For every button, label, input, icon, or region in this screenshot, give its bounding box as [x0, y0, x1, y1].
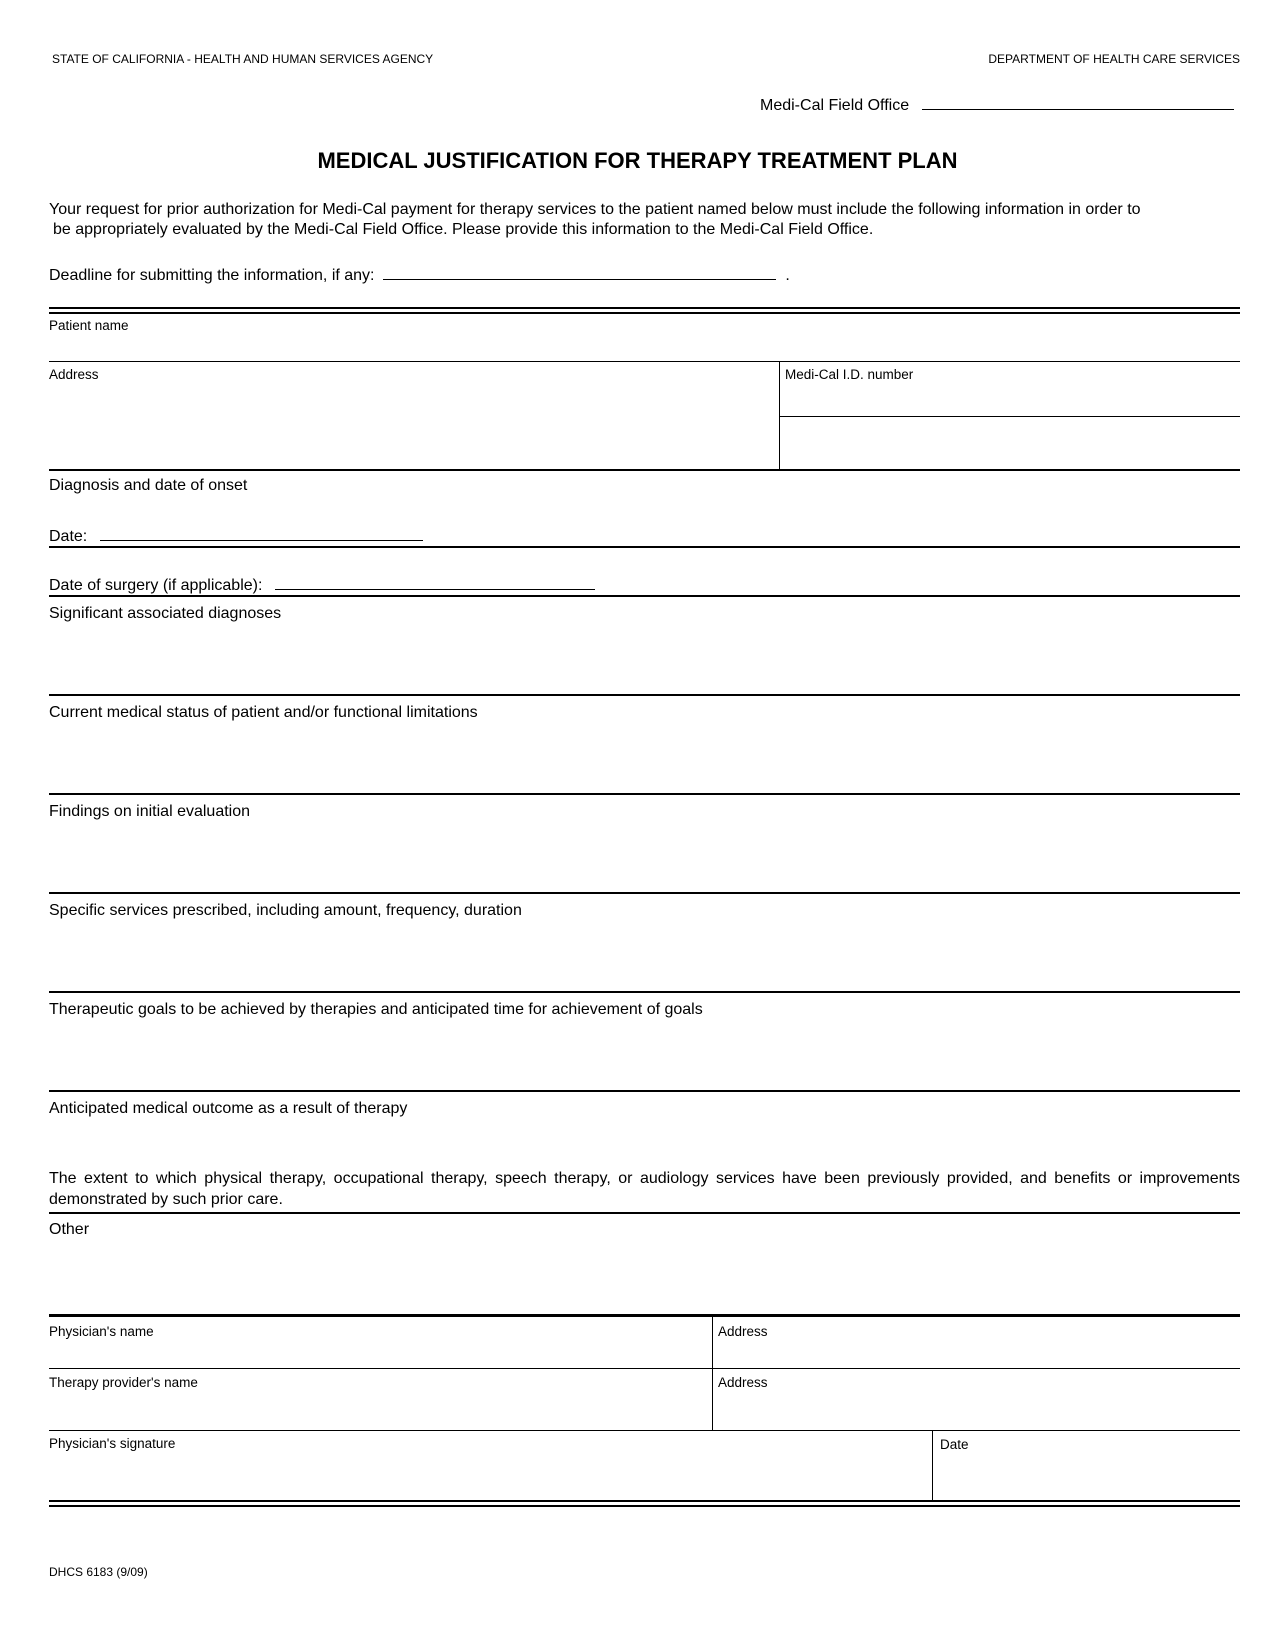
surgery-date-row [49, 575, 595, 595]
divider [49, 1090, 1240, 1092]
form-title: MEDICAL JUSTIFICATION FOR THERAPY TREATMENT PLAN [317, 148, 958, 173]
deadline-row [49, 265, 790, 285]
section-divider-double [49, 1500, 1240, 1507]
address-label: Address [49, 367, 99, 382]
deadline-period: . [785, 267, 790, 284]
medical-id-label: Medi-Cal I.D. number [785, 367, 914, 382]
date-label: Date: [49, 528, 88, 545]
divider [49, 1430, 1240, 1431]
medical-id-field[interactable] [782, 382, 1237, 412]
prior-care-line-1: The extent to which physical therapy, occupational therapy, speech therapy, or audiology services have been previously provided, and benefits or improvements [49, 1170, 1240, 1187]
patient-name-label: Patient name [49, 318, 129, 333]
divider [49, 595, 1240, 597]
diagnosis-date-input[interactable] [100, 526, 423, 541]
outcome-field[interactable] [49, 1120, 1240, 1170]
medical-status-label: Current medical status of patient and/or functional limitations [49, 704, 478, 721]
field-office-row [760, 95, 1234, 115]
findings-field[interactable] [49, 824, 1240, 889]
date-row [49, 526, 423, 546]
therapy-address-field[interactable] [716, 1391, 1236, 1427]
column-divider [932, 1430, 933, 1501]
patient-name-field[interactable] [49, 330, 1240, 360]
department-header: DEPARTMENT OF HEALTH CARE SERVICES [988, 52, 1240, 66]
goals-field[interactable] [49, 1022, 1240, 1087]
column-divider [712, 1316, 713, 1431]
address-field[interactable] [49, 382, 774, 468]
surgery-date-label: Date of surgery (if applicable): [49, 577, 263, 594]
field-office-input[interactable] [922, 95, 1234, 110]
divider [49, 1212, 1240, 1214]
section-divider-double [49, 307, 1240, 314]
field-office-label: Medi-Cal Field Office [760, 97, 910, 114]
physician-name-label: Physician's name [49, 1324, 154, 1339]
intro-line-2: be appropriately evaluated by the Medi-Cal Field Office. Please provide this information to the Medi-Cal Field Office. [53, 221, 874, 238]
signature-date-label: Date [940, 1437, 969, 1452]
intro-line-1: Your request for prior authorization for Medi-Cal payment for therapy services to the patient named below must include the following information in order to [49, 201, 1141, 218]
medical-id-divider [779, 416, 1240, 417]
divider [49, 694, 1240, 696]
form-number: DHCS 6183 (9/09) [49, 1565, 148, 1579]
divider [49, 546, 1240, 548]
associated-diagnoses-label: Significant associated diagnoses [49, 605, 282, 622]
physician-address-field[interactable] [716, 1340, 1236, 1366]
goals-label: Therapeutic goals to be achieved by therapies and anticipated time for achievement of goals [49, 1001, 703, 1018]
prior-care-line-2: demonstrated by such prior care. [49, 1191, 283, 1208]
divider [49, 793, 1240, 795]
divider [49, 469, 1240, 471]
divider-thick [49, 1314, 1240, 1317]
surgery-date-input[interactable] [275, 575, 595, 590]
physician-address-label: Address [718, 1324, 768, 1339]
agency-header: STATE OF CALIFORNIA - HEALTH AND HUMAN SERVICES AGENCY [52, 52, 434, 66]
medical-status-field[interactable] [49, 725, 1240, 790]
services-field[interactable] [49, 923, 1240, 988]
divider [49, 991, 1240, 993]
signature-date-field[interactable] [936, 1452, 1236, 1498]
divider [49, 892, 1240, 894]
other-field[interactable] [49, 1242, 1240, 1312]
physician-name-field[interactable] [49, 1340, 707, 1366]
physician-signature-field[interactable] [49, 1452, 927, 1498]
physician-signature-label: Physician's signature [49, 1436, 176, 1451]
therapy-address-label: Address [718, 1375, 768, 1390]
divider [49, 1368, 1240, 1369]
other-label: Other [49, 1221, 90, 1238]
divider [49, 361, 1240, 362]
outcome-label: Anticipated medical outcome as a result of therapy [49, 1100, 408, 1117]
deadline-label: Deadline for submitting the information, if any: [49, 267, 375, 284]
findings-label: Findings on initial evaluation [49, 803, 251, 820]
therapy-provider-field[interactable] [49, 1391, 707, 1427]
associated-diagnoses-field[interactable] [49, 626, 1240, 691]
deadline-input[interactable] [383, 265, 776, 280]
therapy-provider-label: Therapy provider's name [49, 1375, 198, 1390]
services-label: Specific services prescribed, including amount, frequency, duration [49, 902, 522, 919]
diagnosis-label: Diagnosis and date of onset [49, 477, 248, 494]
